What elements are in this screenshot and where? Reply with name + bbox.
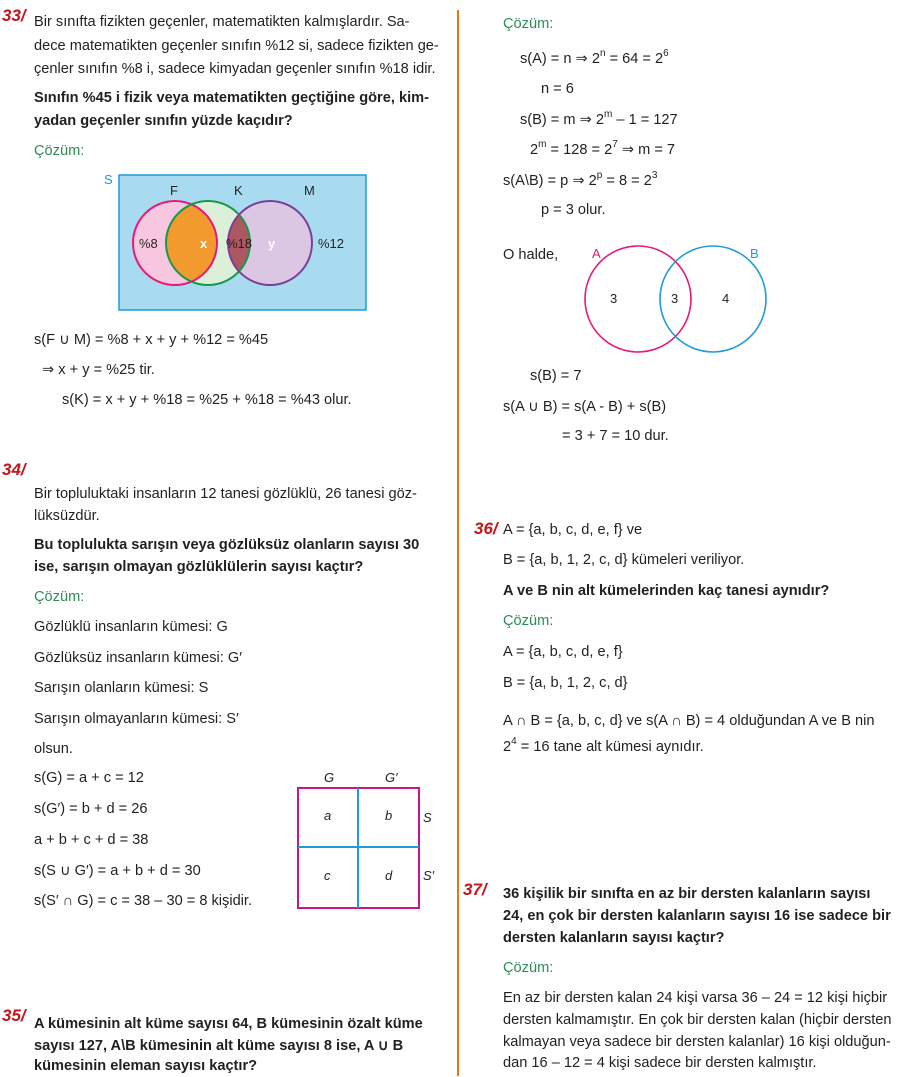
q34-eq-line: s(G) = a + c = 12 [34, 770, 144, 786]
q35-venn-diagram [582, 240, 772, 360]
q36-solution-line: A = {a, b, c, d, e, f} [503, 644, 623, 660]
set-label-k: K [234, 183, 243, 198]
q33-line: ⇒ x + y = %25 tir. [42, 362, 155, 378]
q35-question-line: sayısı 127, A\B kümesinin alt küme sayısı 8 ise, A ∪ B [34, 1038, 404, 1054]
q33-text-line: Bir sınıfta fizikten geçenler, matematikten kalmışlardır. Sa- [34, 14, 410, 30]
q37-solution-label: Çözüm: [503, 960, 554, 976]
row-header-s: S [423, 810, 432, 825]
q36-solution-line: B = {a, b, 1, 2, c, d} [503, 675, 628, 691]
region-only-f: %8 [139, 236, 158, 251]
cell-a: a [324, 808, 332, 823]
q37-text-line: En az bir dersten kalan 24 kişi varsa 36 – 24 = 12 kişi hiçbir [503, 990, 888, 1006]
q34-eq-line: s(S ∪ G′) = a + b + d = 30 [34, 863, 201, 879]
q34-question-line: ise, sarışın olmayan gözlüklülerin sayısı kaçtır? [34, 559, 364, 575]
region-only-k: %18 [226, 236, 253, 251]
cell-c: c [324, 868, 331, 883]
q34-solution-label: Çözüm: [34, 589, 85, 605]
q36-solution-line: A ∩ B = {a, b, c, d} ve s(A ∩ B) = 4 olduğundan A ve B nin [503, 713, 875, 729]
set-label-m: M [304, 183, 315, 198]
row-header-s-prime: S′ [423, 868, 435, 883]
q34-text-line: Bir topluluktaki insanların 12 tanesi gözlüklü, 26 tanesi göz- [34, 486, 417, 502]
q34-eq-line: s(G′) = b + d = 26 [34, 801, 148, 817]
q35-eq-line-1: s(A) = n ⇒ $2^n = 64 = 2^6$ [520, 48, 669, 67]
q36-solution-line: $2^4 = 16$ tane alt kümesi aynıdır. [503, 736, 704, 755]
q34-def-line: Sarışın olanların kümesi: S [34, 680, 209, 696]
region-y: y [268, 236, 276, 251]
q37-text-line: dan 16 – 12 = 4 kişi sadece bir dersten kalmıştır. [503, 1055, 817, 1071]
question-number-33: 33/ [2, 6, 26, 25]
col-header-g-prime: G′ [385, 770, 398, 785]
cell-d: d [385, 868, 393, 883]
q37-question-line: 36 kişilik bir sınıfta en az bir dersten kalanların sayısı [503, 886, 871, 902]
o-halde-label: O halde, [503, 247, 559, 263]
q35-eq-line-5: s(A\B) = p ⇒ $2^p = 8 = 2^3$ [503, 170, 658, 189]
question-number-37: 37/ [463, 880, 487, 899]
q34-eq-line: s(S′ ∩ G) = c = 38 – 30 = 8 kişidir. [34, 893, 253, 909]
q37-question-line: dersten kalanların sayısı kaçtır? [503, 930, 725, 946]
region-b-only: 4 [722, 291, 730, 306]
q33-venn-diagram [98, 170, 373, 315]
q35-eq-line-7: s(B) = 7 [530, 368, 582, 384]
q35-question-line: kümesinin eleman sayısı kaçtır? [34, 1058, 258, 1074]
q34-def-line: Gözlüklü insanların kümesi: G [34, 619, 228, 635]
q35-eq-line-8: s(A ∪ B) = s(A - B) + s(B) [503, 399, 667, 415]
cell-b: b [385, 808, 393, 823]
q37-text-line: dersten kalmamıştır. En çok bir dersten kalan (hiçbir dersten [503, 1012, 892, 1028]
q36-line: A = {a, b, c, d, e, f} ve [503, 522, 643, 538]
q33-text-line: çenler sınıfın %8 i, sadece kimyadan geçenler sınıfın %18 idir. [34, 61, 436, 77]
question-number-36: 36/ [474, 519, 498, 538]
q35-eq-line-2: n = 6 [541, 81, 574, 97]
q35-question-line: A kümesinin alt küme sayısı 64, B kümesinin özalt küme [34, 1016, 423, 1032]
column-divider [457, 10, 459, 1076]
question-number-35: 35/ [2, 1006, 26, 1025]
set-label-f: F [170, 183, 178, 198]
question-number-34: 34/ [2, 460, 26, 479]
set-label-b: B [750, 246, 759, 261]
q36-question: A ve B nin alt kümelerinden kaç tanesi aynıdır? [503, 583, 830, 599]
q34-def-line: Gözlüksüz insanların kümesi: G′ [34, 650, 242, 666]
set-label-a: A [592, 246, 601, 261]
q33-line: s(K) = x + y + %18 = %25 + %18 = %43 olur. [62, 392, 352, 408]
universe-label: S [104, 172, 113, 187]
q33-question-line: Sınıfın %45 i fizik veya matematikten geçtiğine göre, kim- [34, 90, 429, 106]
q34-def-line: olsun. [34, 741, 73, 757]
q35-eq-line-4: $2^m = 128 = 2^7$ ⇒ m = 7 [530, 139, 676, 158]
q35-eq-line-6: p = 3 olur. [541, 202, 606, 218]
region-a-and-b: 3 [671, 291, 679, 306]
q34-question-line: Bu toplulukta sarışın veya gözlüksüz olanların sayısı 30 [34, 537, 420, 553]
region-a-only: 3 [610, 291, 618, 306]
q36-solution-label: Çözüm: [503, 613, 554, 629]
q33-question-line: yadan geçenler sınıfın yüzde kaçıdır? [34, 113, 293, 129]
q35-eq-line-9: = 3 + 7 = 10 dur. [562, 428, 669, 444]
region-x: x [200, 236, 208, 251]
q35-eq-line-3: s(B) = m ⇒ 2$^m$ – 1 = 127 [520, 109, 678, 128]
q33-solution-label: Çözüm: [34, 143, 85, 159]
region-only-m: %12 [318, 236, 345, 251]
q34-text-line: lüksüzdür. [34, 508, 100, 524]
q33-text-line: dece matematikten geçenler sınıfın %12 si, sadece fizikten ge- [34, 38, 439, 54]
q36-line: B = {a, b, 1, 2, c, d} kümeleri veriliyor. [503, 552, 745, 568]
q33-line: s(F ∪ M) = %8 + x + y + %12 = %45 [34, 332, 269, 348]
q34-table-diagram [296, 768, 441, 914]
q37-question-line: 24, en çok bir dersten kalanların sayısı 16 ise sadece bir [503, 908, 891, 924]
q34-def-line: Sarışın olmayanların kümesi: S′ [34, 711, 239, 727]
q35-solution-label: Çözüm: [503, 16, 554, 32]
q37-text-line: kalmayan veya sadece bir dersten kalanlar) 16 kişi olduğun- [503, 1034, 891, 1050]
q34-eq-line: a + b + c + d = 38 [34, 832, 149, 848]
col-header-g: G [324, 770, 335, 785]
